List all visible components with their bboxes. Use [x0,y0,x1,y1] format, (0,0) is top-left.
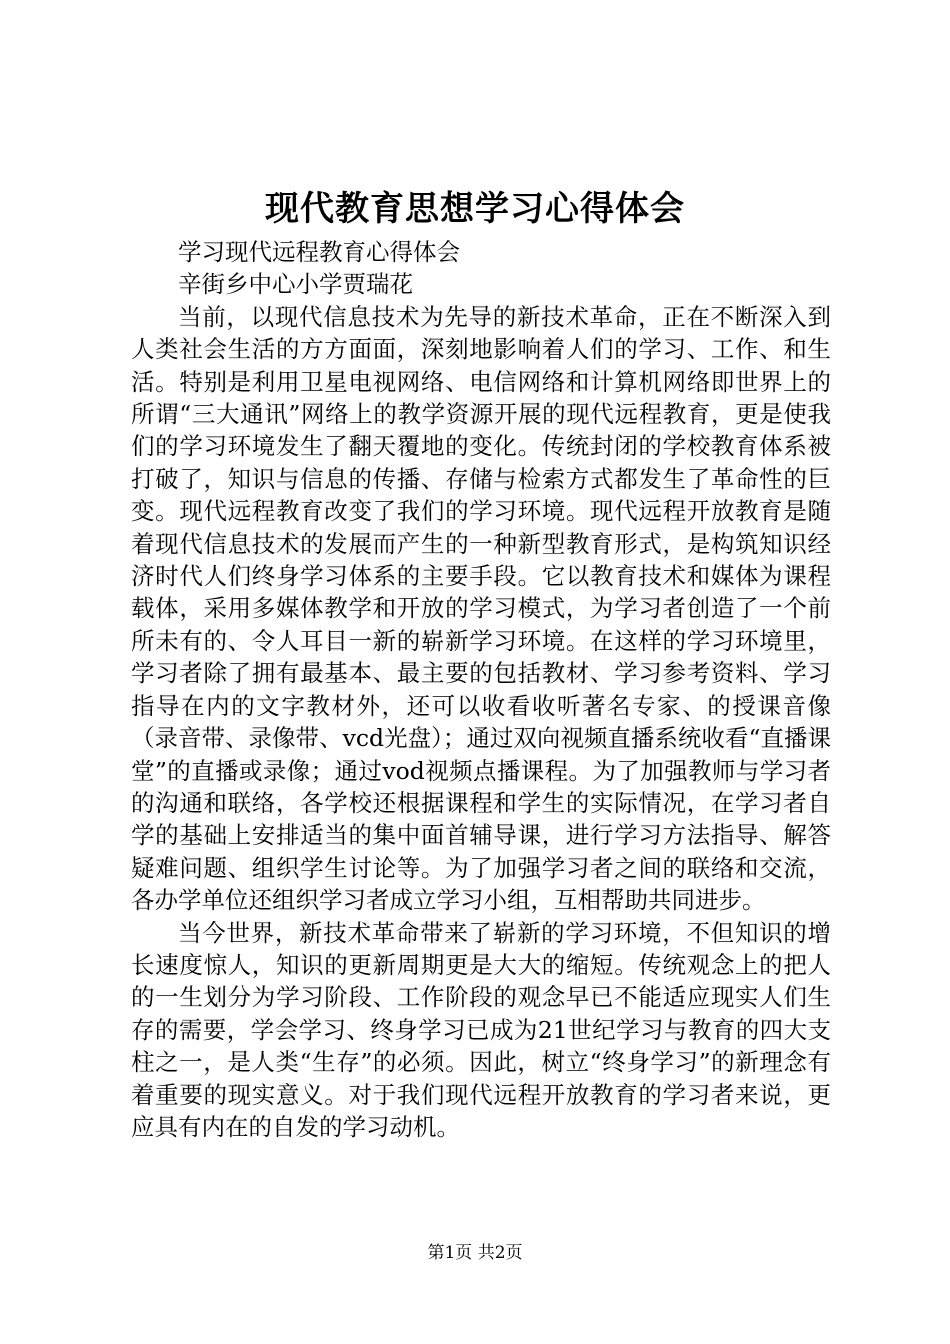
author-line: 辛街乡中心小学贾瑞花 [178,270,413,299]
body-paragraph-1: 当前，以现代信息技术为先导的新技术革命，正在不断深入到人类社会生活的方方面面，深刻地影响着人们的学习、工作、和生活。特别是利用卫星电视网络、电信网络和计算机网络即世界上的所谓“三大通讯”网络上的教学资源开展的现代远程教育，更是使我们的学习环境发生了翻天覆地的变化。传统封闭的学校教育体系被打破了，知识与信息的传播、存储与检索方式都发生了革命性的巨变。现代远程教育改变了我们的学习环境。现代远程开放教育是随着现代信息技术的发展而产生的一种新型教育形式，是构筑知识经济时代人们终身学习体系的主要手段。它以教育技术和媒体为课程载体，采用多媒体教学和开放的学习模式，为学习者创造了一个前所未有的、令人耳目一新的崭新学习环境。在这样的学习环境里，学习者除了拥有最基本、最主要的包括教材、学习参考资料、学习指导在内的文字教材外，还可以收看收听著名专家、的授课音像（录音带、录像带、vcd光盘）；通过双向视频直播系统收看“直播课堂”的直播或录像；通过vod视频点播课程。为了加强教师与学习者的沟通和联络，各学校还根据课程和学生的实际情况，在学习者自学的基础上安排适当的集中面首辅导课，进行学习方法指导、解答疑难问题、组织学生讨论等。为了加强学习者之间的联络和交流，各办学单位还组织学习者成立学习小组，互相帮助共同进步。 [131,302,831,915]
document-title: 现代教育思想学习心得体会 [265,189,685,229]
body-paragraph-2: 当今世界，新技术革命带来了崭新的学习环境，不但知识的增长速度惊人，知识的更新周期更是大大的缩短。传统观念上的把人的一生划分为学习阶段、工作阶段的观念早已不能适应现实人们生存的需要，学会学习、终身学习已成为21世纪学习与教育的四大支柱之一，是人类“生存”的必须。因此，树立“终身学习”的新理念有着重要的现实意义。对于我们现代远程开放教育的学习者来说，更应具有内在的自发的学习动机。 [131,918,831,1141]
page-footer: 第1页 共2页 [427,1243,523,1263]
subtitle-line: 学习现代远程教育心得体会 [178,238,460,266]
document-body [131,236,831,1143]
